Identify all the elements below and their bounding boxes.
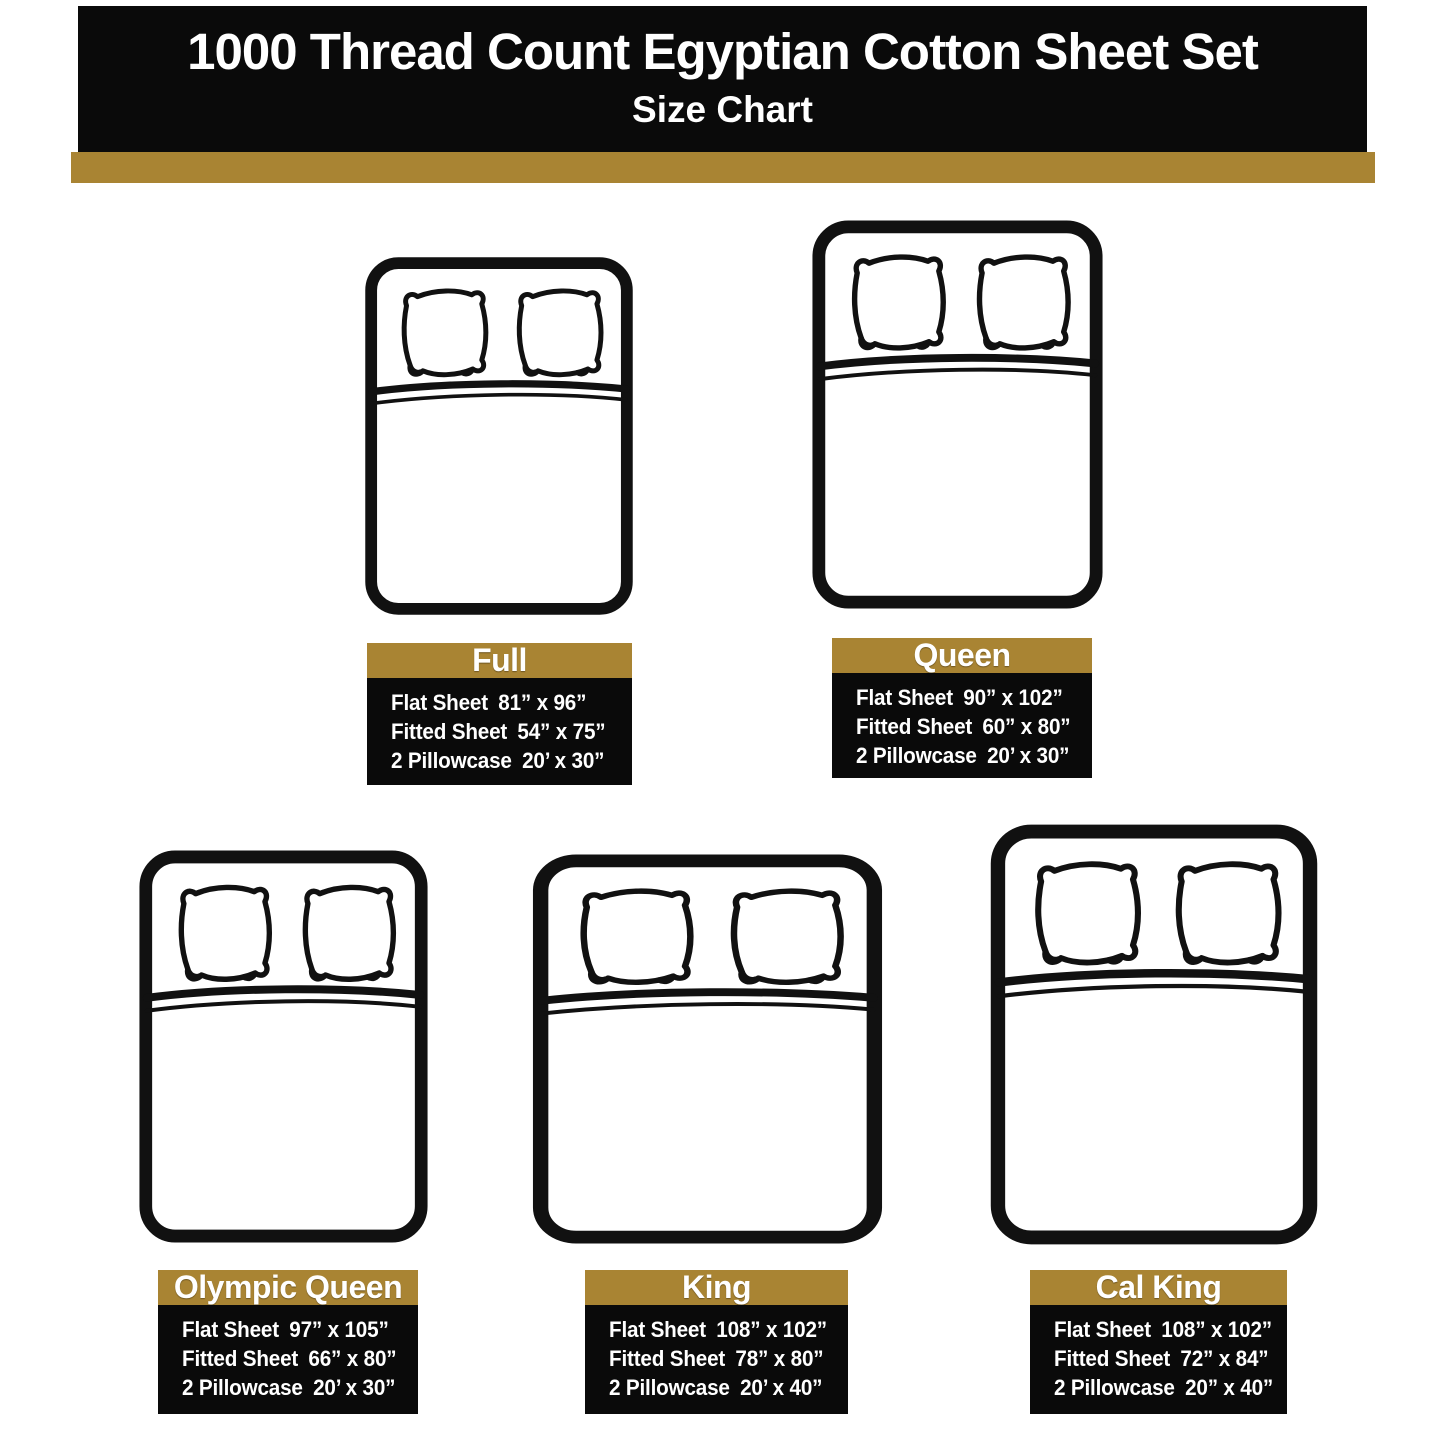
size-specs-olympic-queen [158,1305,418,1414]
spec-line [1054,1344,1273,1373]
size-card-king [585,1270,848,1414]
spec-line [182,1373,404,1402]
spec-item: Flat Sheet [391,690,488,715]
bed-diagram-king [530,852,885,1246]
spec-dims: 90” x 102” [963,685,1063,710]
spec-item: 2 Pillowcase [609,1375,730,1400]
spec-dims: 81” x 96” [498,690,587,715]
spec-item: 2 Pillowcase [182,1375,303,1400]
spec-line [609,1373,834,1402]
spec-line [856,683,1078,712]
spec-line [609,1344,834,1373]
spec-line [856,741,1078,770]
size-name-queen: Queen [832,638,1092,673]
size-specs-king [585,1305,848,1414]
spec-dims: 54” x 75” [517,719,606,744]
spec-line [391,717,618,746]
spec-line [856,712,1078,741]
spec-item: Fitted Sheet [391,719,508,744]
size-name-cal-king: Cal King [1030,1270,1287,1305]
spec-line [1054,1373,1273,1402]
spec-dims: 108” x 102” [716,1317,827,1342]
spec-dims: 20’ x 40” [740,1375,823,1400]
spec-dims: 66” x 80” [308,1346,397,1371]
spec-dims: 97” x 105” [289,1317,389,1342]
spec-dims: 60” x 80” [982,714,1071,739]
spec-dims: 20” x 40” [1185,1375,1274,1400]
spec-item: 2 Pillowcase [856,743,977,768]
size-name-full: Full [367,643,632,678]
size-name-king: King [585,1270,848,1305]
size-specs-queen [832,673,1092,778]
bed-diagram-cal-king [988,822,1320,1247]
spec-line [391,688,618,717]
bed-diagram-queen [810,218,1105,611]
spec-item: Flat Sheet [182,1317,279,1342]
page-title: 1000 Thread Count Egyptian Cotton Sheet Set [187,23,1258,80]
spec-line [182,1344,404,1373]
size-card-full [367,643,632,785]
spec-dims: 20’ x 30” [987,743,1070,768]
spec-dims: 20’ x 30” [313,1375,396,1400]
header-banner [78,6,1367,152]
spec-line [391,746,618,775]
size-name-olympic-queen: Olympic Queen [158,1270,418,1305]
size-specs-cal-king [1030,1305,1287,1414]
spec-dims: 20’ x 30” [522,748,605,773]
page-subtitle: Size Chart [632,89,813,130]
spec-item: Fitted Sheet [182,1346,299,1371]
spec-item: 2 Pillowcase [391,748,512,773]
spec-item: Fitted Sheet [609,1346,726,1371]
spec-item: Fitted Sheet [856,714,973,739]
bed-diagram-olympic-queen [137,848,430,1245]
spec-item: Fitted Sheet [1054,1346,1171,1371]
spec-line [609,1315,834,1344]
spec-dims: 72” x 84” [1180,1346,1269,1371]
spec-line [1054,1315,1273,1344]
spec-item: Flat Sheet [1054,1317,1151,1342]
spec-dims: 78” x 80” [735,1346,824,1371]
size-card-olympic-queen [158,1270,418,1414]
gold-stripe [71,152,1375,183]
bed-diagram-full [363,255,635,617]
size-specs-full [367,678,632,785]
size-card-cal-king [1030,1270,1287,1414]
spec-item: Flat Sheet [856,685,953,710]
spec-item: 2 Pillowcase [1054,1375,1175,1400]
spec-item: Flat Sheet [609,1317,706,1342]
spec-line [182,1315,404,1344]
size-card-queen [832,638,1092,778]
spec-dims: 108” x 102” [1161,1317,1272,1342]
